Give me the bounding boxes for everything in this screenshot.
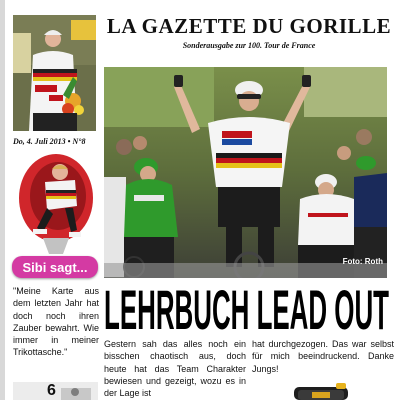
rider-quote: "Meine Karte aus dem letzten Jahr hat doch noch ihren Zauber bewahrt. Wie immer in meiner Trikottasche." [13, 286, 99, 358]
main-race-photo [104, 67, 387, 278]
teaser-number: 6 [47, 382, 56, 399]
stopwatch-image [292, 383, 350, 400]
headline-text: LEHRBUCH LEAD OUT [104, 282, 389, 338]
photo-credit: Foto: Roth [342, 257, 383, 266]
article-column-2: hat durchgezogen. Das war selbst für mich beeindruckend. Danke Jungs! [252, 339, 394, 374]
podium-photo [13, 15, 96, 131]
article-column-1: Gestern sah das alles noch ein bisschen chaotisch aus, doch heute hat das Team Charakter bewiesen und gezeigt, wozu es in der Lage ist [104, 339, 246, 399]
issue-date-line: Do, 4. Juli 2013 • N°8 [13, 137, 86, 146]
egg-chair-photo [13, 150, 98, 260]
masthead [104, 14, 394, 50]
newspaper-subtitle: Sonderausgabe zur 100. Tour de France [182, 41, 316, 50]
teaser-box [13, 382, 98, 400]
headline [104, 282, 394, 338]
newspaper-title: LA GAZETTE DU GORILLE [106, 14, 392, 38]
sibi-says-badge: Sibi sagt... [12, 256, 98, 278]
